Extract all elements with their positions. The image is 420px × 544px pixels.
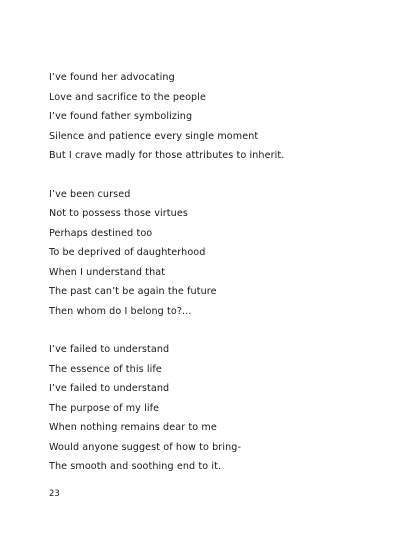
- poem-line: Then whom do I belong to?...: [49, 305, 192, 317]
- poem-line: Silence and patience every single moment: [49, 130, 259, 142]
- poem-line: When nothing remains dear to me: [49, 422, 217, 433]
- stanza-1: [49, 68, 389, 166]
- stanza-2: [49, 185, 389, 322]
- poem-line: I’ve found her advocating: [49, 72, 175, 83]
- poem-line: The essence of this life: [49, 363, 162, 375]
- poem-line: Perhaps destined too: [49, 227, 153, 239]
- stanza-3: [49, 340, 389, 477]
- poem-line: But I crave madly for those attributes to inherit.: [49, 150, 285, 161]
- poem-line: The purpose of my life: [49, 402, 160, 414]
- poem-body: [49, 68, 389, 477]
- poem-line: I’ve been cursed: [49, 188, 131, 200]
- poem-line: I’ve found father symbolizing: [49, 111, 193, 122]
- poem-line: To be deprived of daughterhood: [49, 247, 206, 258]
- poem-line: I’ve failed to understand: [49, 383, 170, 394]
- poem-line: The past can’t be again the future: [49, 286, 217, 297]
- page-number: 23: [49, 489, 60, 499]
- poem-line: Love and sacrifice to the people: [49, 91, 206, 103]
- poem-line: When I understand that: [49, 266, 166, 278]
- poem-line: The smooth and soothing end to it.: [49, 461, 222, 472]
- poem-line: Would anyone suggest of how to bring-: [49, 441, 242, 453]
- poem-line: I’ve failed to understand: [49, 344, 170, 355]
- poem-line: Not to possess those virtues: [49, 208, 188, 219]
